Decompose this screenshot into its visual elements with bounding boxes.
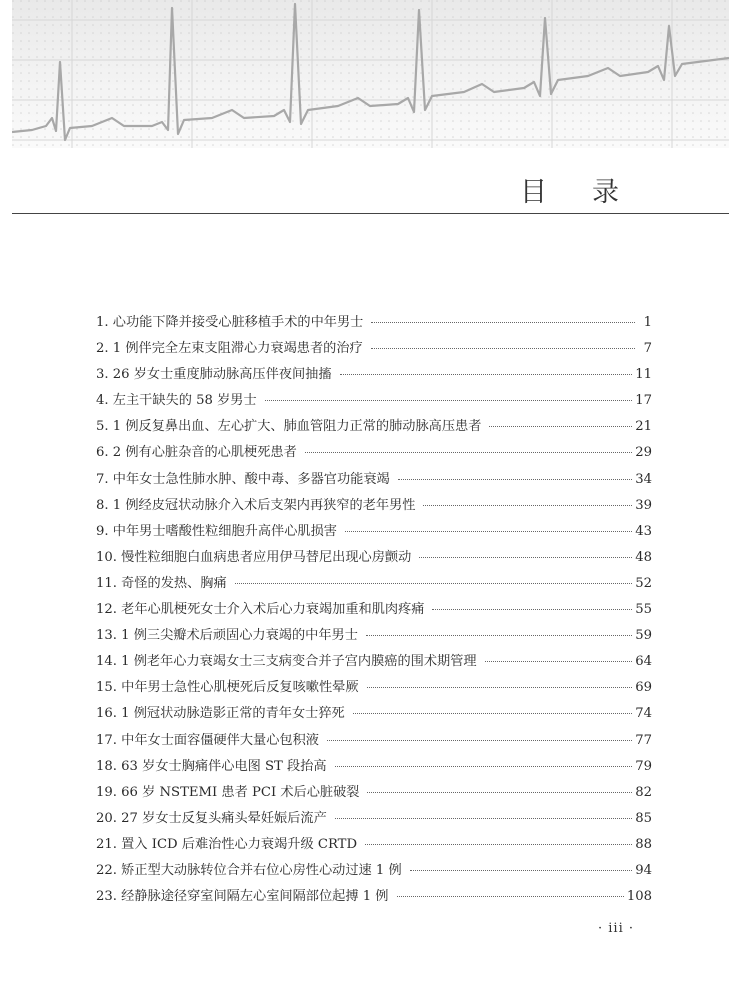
toc-entry-title: 16. 1 例冠状动脉造影正常的青年女士猝死 [96, 706, 345, 722]
dot-leader [371, 322, 635, 323]
toc-entry-title: 10. 慢性粒细胞白血病患者应用伊马替尼出现心房颤动 [96, 549, 412, 565]
toc-page-number: 1 [643, 315, 652, 330]
dot-leader [432, 609, 632, 610]
toc-heading-char: 目 [520, 177, 592, 208]
dot-leader [340, 374, 633, 375]
toc-entry[interactable] [96, 571, 652, 597]
toc-page-number: 34 [635, 471, 652, 487]
toc-entry[interactable] [96, 623, 652, 649]
toc-entry[interactable] [96, 310, 652, 336]
toc-page-number: 39 [635, 497, 652, 513]
toc-entry[interactable] [96, 336, 652, 362]
toc-entry-title: 11. 奇怪的发热、胸痛 [96, 575, 227, 591]
toc-entry[interactable] [96, 701, 652, 727]
toc-page-number: 108 [626, 889, 652, 905]
toc-entry-title: 13. 1 例三尖瓣术后顽固心力衰竭的中年男士 [96, 628, 358, 644]
toc-entry[interactable] [96, 858, 652, 884]
toc-entry-title: 18. 63 岁女士胸痛伴心电图 ST 段抬高 [96, 758, 327, 774]
toc-entry-title: 1. 心功能下降并接受心脏移植手术的中年男士 [96, 315, 364, 330]
toc-page-number: 74 [635, 706, 652, 722]
toc-page-number: 7 [643, 341, 652, 357]
dot-leader [353, 713, 632, 714]
toc-entry-title: 5. 1 例反复鼻出血、左心扩大、肺血管阻力正常的肺动脉高压患者 [96, 419, 482, 435]
toc-entry-title: 7. 中年女士急性肺水肿、酸中毒、多器官功能衰竭 [96, 471, 390, 487]
toc-entry[interactable] [96, 493, 652, 519]
dot-leader [489, 426, 632, 427]
toc-page-number: 29 [635, 445, 652, 461]
toc-page-number: 21 [635, 419, 652, 435]
toc-page-number: 64 [635, 654, 652, 670]
dot-leader [397, 896, 624, 897]
toc-page-number: 17 [635, 393, 652, 409]
toc-entry-title: 22. 矫正型大动脉转位合并右位心房性心动过速 1 例 [96, 862, 402, 878]
dot-leader [345, 531, 632, 532]
toc-entry-title: 17. 中年女士面容僵硬伴大量心包积液 [96, 732, 319, 748]
dot-leader [335, 766, 633, 767]
toc-heading [520, 170, 664, 209]
toc-page-number: 43 [635, 523, 652, 539]
toc-page-number: 52 [635, 575, 652, 591]
toc-entry-title: 4. 左主干缺失的 58 岁男士 [96, 393, 257, 409]
table-of-contents [96, 310, 652, 910]
dot-leader [367, 792, 632, 793]
toc-entry-title: 2. 1 例伴完全左束支阻滞心力衰竭患者的治疗 [96, 341, 363, 357]
toc-heading-char: 录 [592, 177, 664, 208]
toc-page-number: 79 [635, 758, 652, 774]
toc-entry[interactable] [96, 519, 652, 545]
dot-leader [235, 583, 633, 584]
dot-leader [423, 505, 632, 506]
dot-leader [365, 844, 632, 845]
dot-leader [335, 818, 632, 819]
ecg-trace-graphic [12, 0, 729, 148]
dot-leader [398, 479, 633, 480]
toc-entry[interactable] [96, 362, 652, 388]
toc-entry[interactable] [96, 754, 652, 780]
toc-entry[interactable] [96, 649, 652, 675]
dot-leader [485, 661, 633, 662]
toc-page-number: 48 [635, 549, 652, 565]
dot-leader [371, 348, 635, 349]
toc-entry[interactable] [96, 832, 652, 858]
dot-leader [366, 635, 632, 636]
toc-entry[interactable] [96, 597, 652, 623]
toc-entry-title: 12. 老年心肌梗死女士介入术后心力衰竭加重和肌肉疼痛 [96, 602, 425, 618]
dot-leader [410, 870, 633, 871]
toc-entry[interactable] [96, 780, 652, 806]
toc-entry[interactable] [96, 414, 652, 440]
toc-page-number: 77 [635, 732, 652, 748]
toc-entry-title: 23. 经静脉途径穿室间隔左心室间隔部位起搏 1 例 [96, 889, 389, 905]
toc-entry-title: 19. 66 岁 NSTEMI 患者 PCI 术后心脏破裂 [96, 784, 360, 800]
dot-leader [367, 687, 633, 688]
toc-entry-title: 14. 1 例老年心力衰竭女士三支病变合并子宫内膜癌的围术期管理 [96, 654, 477, 670]
dot-leader [305, 452, 632, 453]
title-divider [12, 213, 729, 214]
toc-page-number: 94 [635, 862, 652, 878]
toc-page-number: 88 [635, 836, 652, 852]
toc-page-number: 85 [635, 810, 652, 826]
toc-entry[interactable] [96, 806, 652, 832]
toc-page-number: 82 [635, 784, 652, 800]
toc-page-number: 69 [635, 680, 652, 696]
toc-entry-title: 3. 26 岁女士重度肺动脉高压伴夜间抽搐 [96, 367, 332, 383]
toc-entry[interactable] [96, 388, 652, 414]
toc-entry-title: 9. 中年男士嗜酸性粒细胞升高伴心肌损害 [96, 523, 337, 539]
toc-entry-title: 21. 置入 ICD 后难治性心力衰竭升级 CRTD [96, 836, 358, 852]
toc-page-number: 55 [635, 602, 652, 618]
toc-entry[interactable] [96, 467, 652, 493]
toc-page-number: 59 [635, 628, 652, 644]
toc-entry[interactable] [96, 545, 652, 571]
toc-entry[interactable] [96, 728, 652, 754]
toc-entry-title: 15. 中年男士急性心肌梗死后反复咳嗽性晕厥 [96, 680, 359, 696]
toc-entry[interactable] [96, 884, 652, 910]
toc-entry-title: 6. 2 例有心脏杂音的心肌梗死患者 [96, 445, 297, 461]
dot-leader [419, 557, 632, 558]
toc-entry-title: 8. 1 例经皮冠状动脉介入术后支架内再狭窄的老年男性 [96, 497, 416, 513]
toc-entry[interactable] [96, 675, 652, 701]
page-number-footer: · iii · [598, 921, 635, 936]
toc-entry-title: 20. 27 岁女士反复头痛头晕妊娠后流产 [96, 810, 327, 826]
dot-leader [265, 400, 633, 401]
toc-page-number: 11 [635, 367, 652, 383]
toc-entry[interactable] [96, 440, 652, 466]
dot-leader [327, 740, 632, 741]
ecg-header-banner [12, 0, 729, 148]
